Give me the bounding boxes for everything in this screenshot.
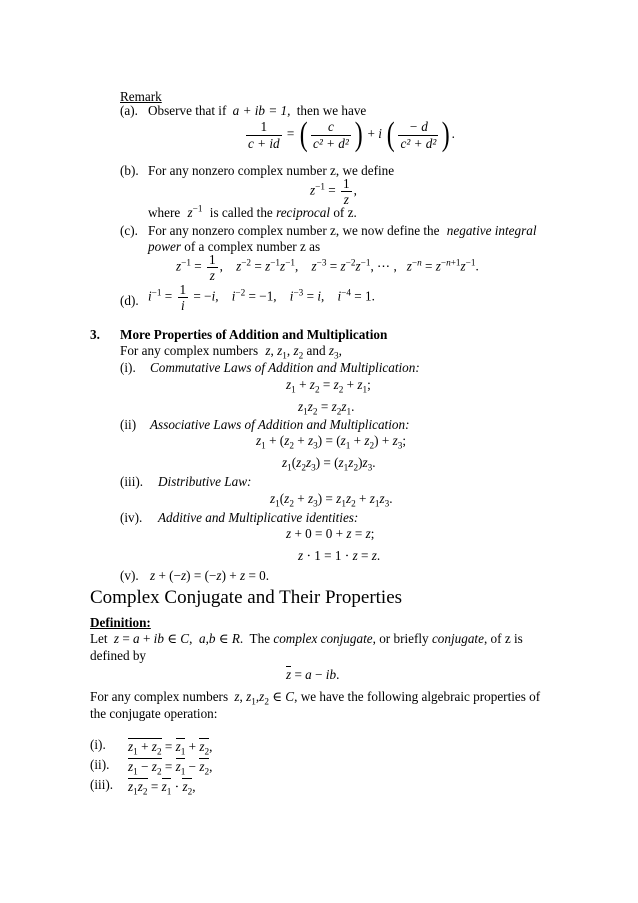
remark-a-then: then we have xyxy=(296,103,367,118)
conjugate-heading: Complex Conjugate and Their Properties xyxy=(90,587,403,608)
remark-c-equation: $z^{-1}$ = $\frac{1}{z}$ , $z^{-2} = z^{-1}z^{-1}$, $z^{-3} = z^{-2}z^{-1}$, ⋯ , $z^{-n} = z^{-n+1}z^{-1}$. xyxy=(176,252,479,284)
item-v-label: (v). xyxy=(120,568,139,583)
item-iv-label: (iv). xyxy=(120,510,143,525)
eq-additive-inverse: z + (−z) = (−z) + z = 0. xyxy=(150,568,270,583)
remark-b-text: For any nonzero complex number z, we define xyxy=(148,163,395,178)
eq-commutative-add: $z_1 + z_2 = z_2 + z_1$; xyxy=(286,377,371,395)
item-ii-label: (ii) xyxy=(120,417,137,432)
fraction-reciprocal: $\frac{1}{z}$ xyxy=(343,176,350,208)
remark-b-label: (b). xyxy=(120,163,139,178)
properties-intro-line2: the conjugate operation: xyxy=(90,706,218,721)
eq-associative-mul: $z_1(z_2z_3) = (z_1z_2)z_3$. xyxy=(282,455,376,473)
definition-line1: Let z = a + ib ∈ C, a,b ∈ R. The complex conjugate, or briefly conjugate, of z is xyxy=(90,631,523,646)
remark-a-cond: a + ib = 1, xyxy=(232,103,291,118)
eq-conjugate-diff: $z_1 - z_2 = z_1 - z_2$, xyxy=(128,759,213,777)
eq-conjugate-def: z = a − ib. xyxy=(286,667,340,682)
fraction-imag: $\frac{- d}{\text{c² + d²}}$ xyxy=(400,119,437,151)
properties-intro-line1: For any complex numbers z, $z_1,z_2$ ∈ C, we have the following algebraic properties of xyxy=(90,689,541,707)
remark-a-line xyxy=(148,104,366,117)
prop-ii-label: (ii). xyxy=(90,757,110,772)
section-3-intro: For any complex numbers z, $z_1$, $z_2$ and $z_3$, xyxy=(120,343,342,361)
remark-c-line2: power of a complex number z as xyxy=(148,239,321,254)
eq-distributive: $z_1(z_2 + z_3) = z_1z_2 + z_1z_3$. xyxy=(270,491,393,509)
remark-d-label: (d). xyxy=(120,293,139,308)
item-iii-name: Distributive Law: xyxy=(158,474,252,489)
item-iv-name: Additive and Multiplicative identities: xyxy=(158,510,359,525)
negative-integral-term: negative integral xyxy=(446,223,537,238)
eq-conjugate-product: $z_1z_2 = z_1 \cdot z_2$, xyxy=(128,779,196,797)
section-3-title: More Properties of Addition and Multiplication xyxy=(120,327,388,342)
remark-a-label: (a). xyxy=(120,103,138,118)
section-3-number: 3. xyxy=(90,327,100,342)
eq-multiplicative-identity: z ⋅ 1 = 1 ⋅ z = z. xyxy=(298,548,381,563)
remark-a-text: Observe that if xyxy=(148,103,227,118)
reciprocal-term: reciprocal xyxy=(276,205,331,220)
prop-i-label: (i). xyxy=(90,737,106,752)
remark-d-equation: $i^{-1}$ = $\frac{1}{i}$ = −i, $i^{-2} = -1$, $i^{-3} = i$, $i^{-4} = 1$. xyxy=(148,282,375,314)
remark-b-where-line: where $z^{-1}$ is called the reciprocal of z. xyxy=(148,203,357,220)
item-i-name: Commutative Laws of Addition and Multiplication: xyxy=(150,360,420,375)
remark-c-label: (c). xyxy=(120,223,138,238)
remark-title: Remark xyxy=(120,89,162,104)
fraction-real: $\frac{c}{\text{c² + d²}}$ xyxy=(312,119,349,151)
remark-b-equation: $z^{-1}$ = $\frac{1}{z}$ , xyxy=(310,176,357,208)
eq-additive-identity: z + 0 = 0 + z = z; xyxy=(286,526,375,541)
remark-a-equation: $\frac{1}{c + id}$ = ( $\frac{c}{\text{c² + d²}}$ ) + i ( $\frac{- d}{\text{c² + d²}}$ ) . xyxy=(248,116,455,153)
eq-commutative-mul: $z_1z_2 = z_2z_1$. xyxy=(298,399,355,417)
remark-c-line1: For any nonzero complex number z, we now define the negative integral xyxy=(148,223,537,238)
eq-conjugate-sum: $z_1 + z_2 = z_1 + z_2$, xyxy=(128,739,213,757)
complex-conjugate-term: complex conjugate xyxy=(273,631,373,646)
item-iii-label: (iii). xyxy=(120,474,144,489)
eq-associative-add: $z_1 + (z_2 + z_3) = (z_1 + z_2) + z_3$; xyxy=(256,433,407,451)
prop-iii-label: (iii). xyxy=(90,777,114,792)
item-i-label: (i). xyxy=(120,360,136,375)
fraction-lhs: $\frac{1}{c + id}$ xyxy=(248,119,280,151)
definition-label: Definition: xyxy=(90,615,151,630)
definition-line2: defined by xyxy=(90,648,147,663)
item-ii-name: Associative Laws of Addition and Multiplication: xyxy=(150,417,410,432)
